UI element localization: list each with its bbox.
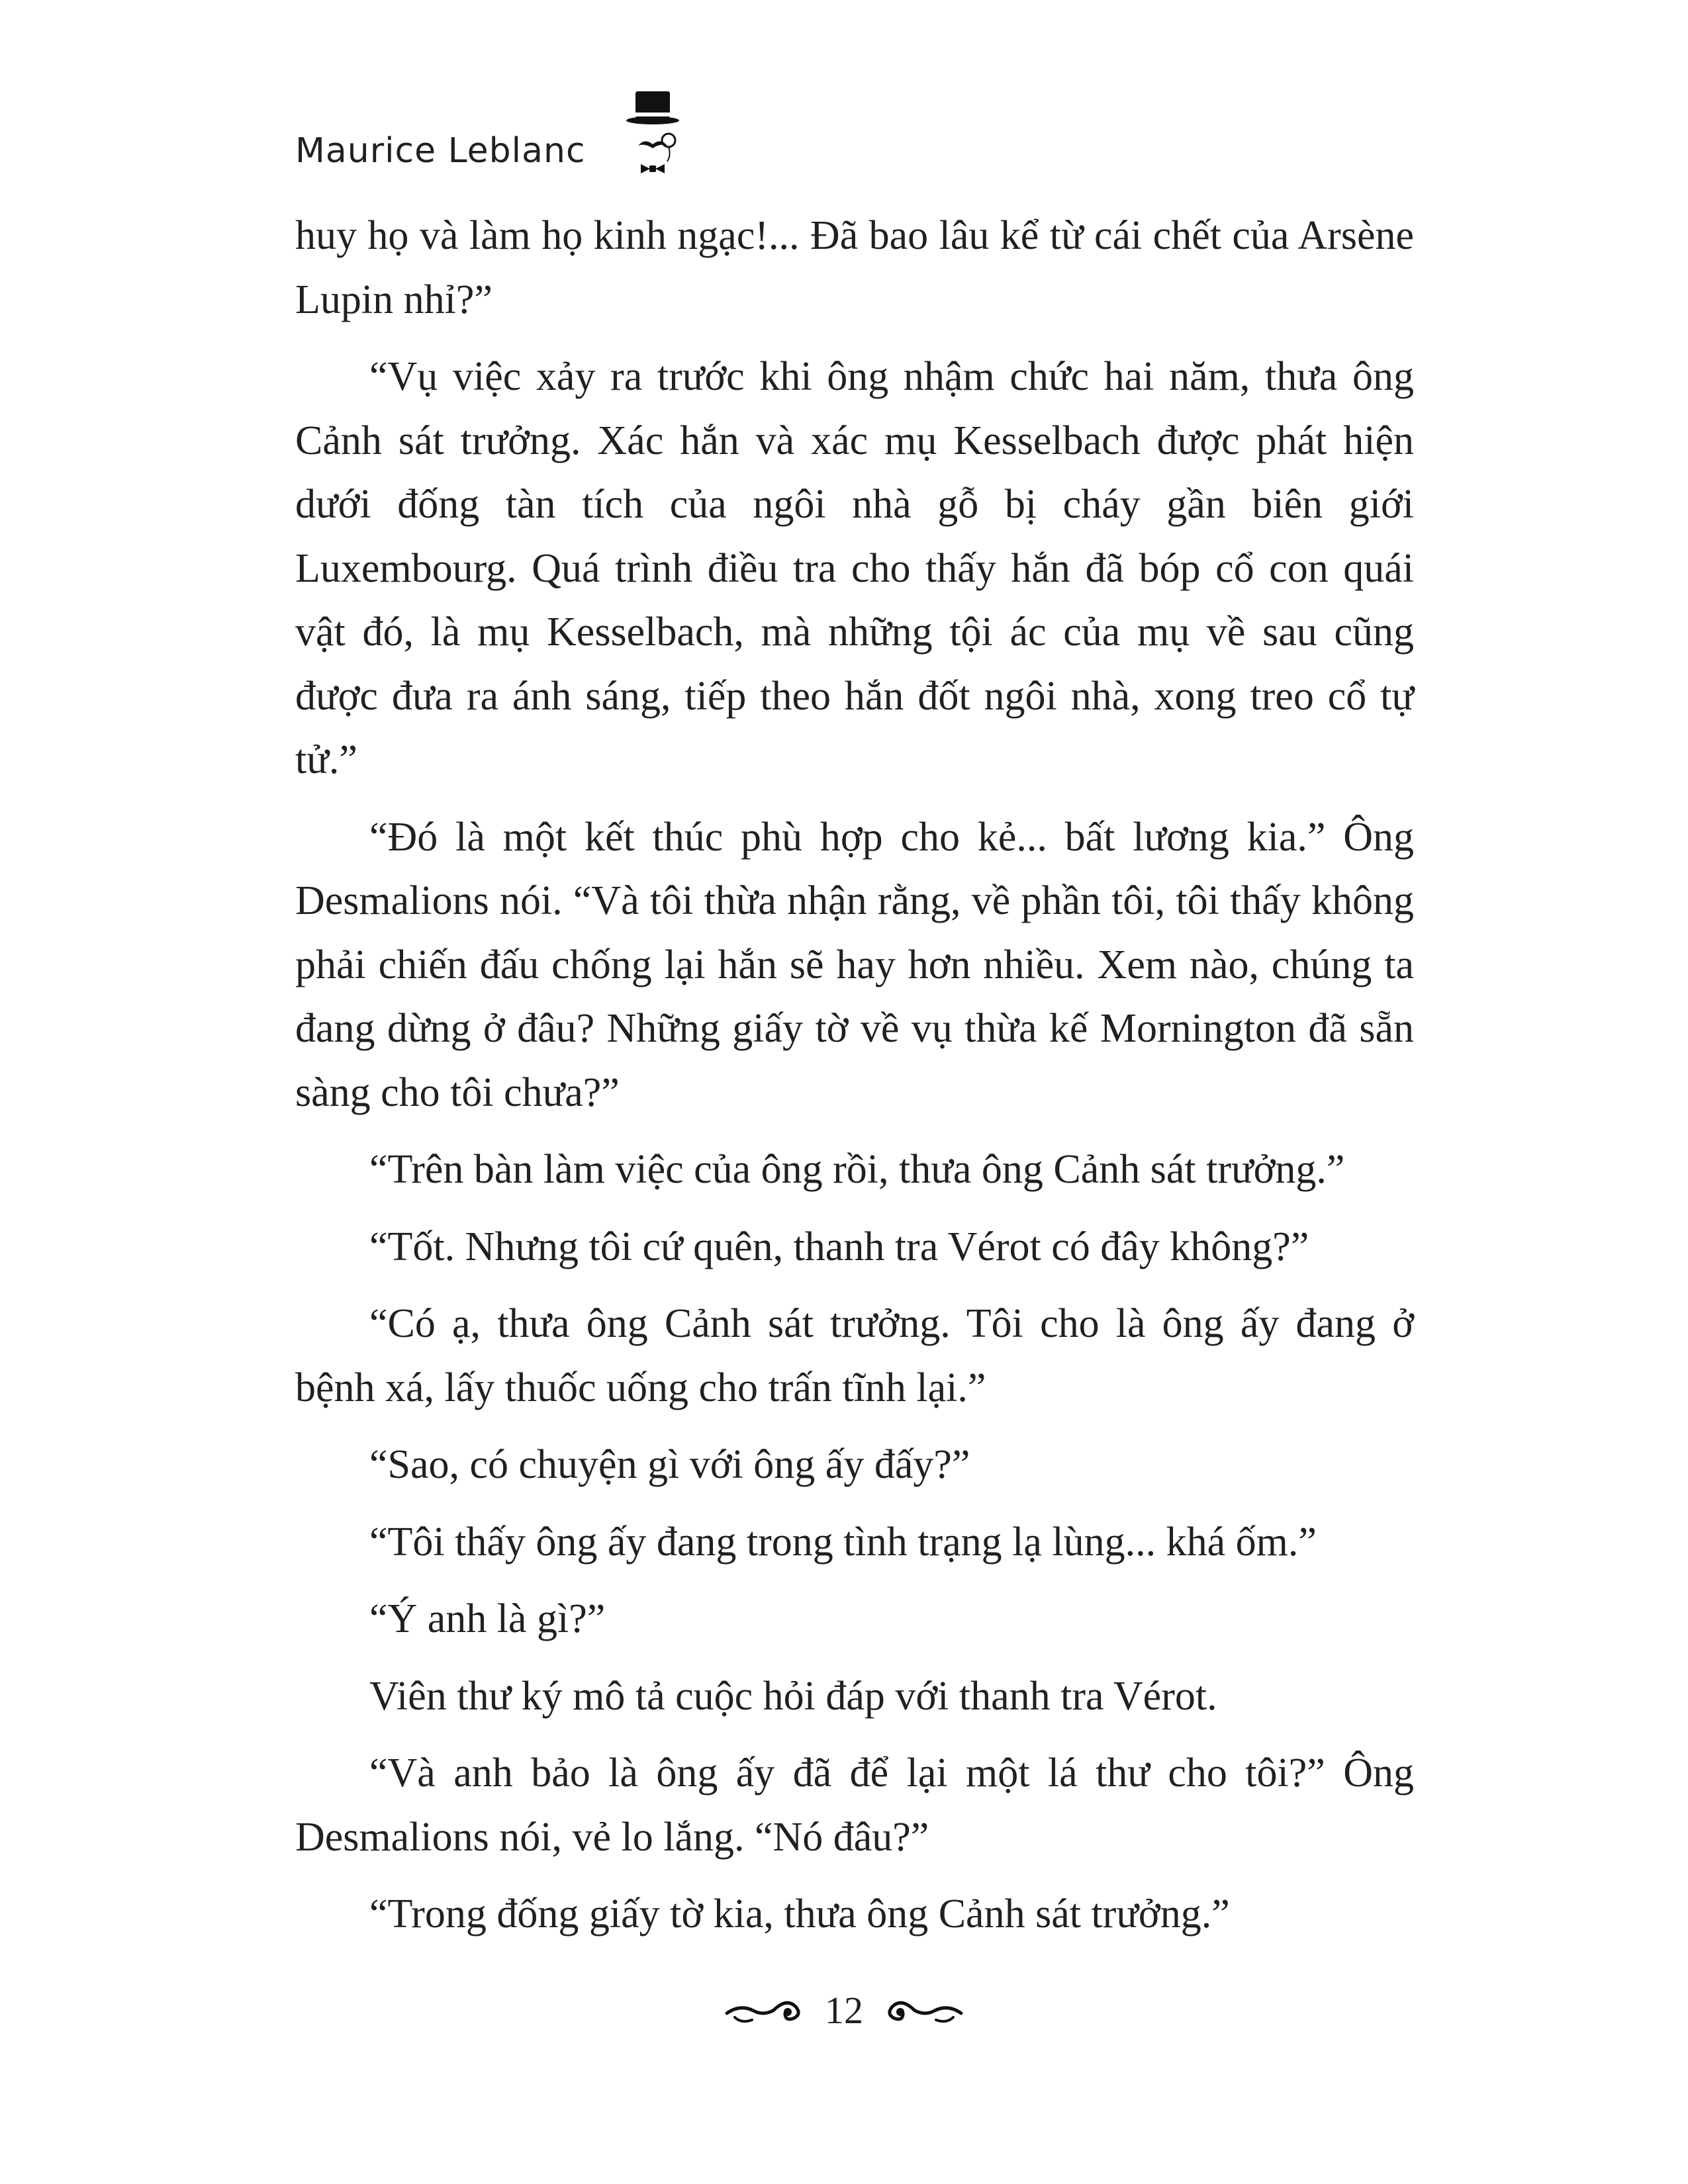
paragraph: “Tôi thấy ông ấy đang trong tình trạng lạ lùng... khá ốm.” bbox=[369, 1519, 1317, 1565]
paragraph: “Tốt. Nhưng tôi cứ quên, thanh tra Vérot có đây không?” bbox=[369, 1224, 1309, 1269]
page-footer bbox=[0, 1983, 1688, 2042]
paragraph: “Trên bàn làm việc của ông rồi, thưa ông Cảnh sát trưởng.” bbox=[369, 1147, 1345, 1192]
paragraph: “Trong đống giấy tờ kia, thưa ông Cảnh sát trưởng.” bbox=[369, 1891, 1230, 1936]
page-header bbox=[295, 86, 692, 179]
scroll-flourish-icon bbox=[880, 1991, 966, 2030]
paragraph: “Và anh bảo là ông ấy đã để lại một lá thư cho tôi?” Ông Desmalions nói, vẻ lo lắng. “Nó đâu?” bbox=[295, 1751, 1414, 1860]
paragraph: “Đó là một kết thúc phù hợp cho kẻ... bất lương kia.” Ông Desmalions nói. “Và tôi thừa nhận rằng, về phần tôi, tôi thấy không phải chiến đấu chống lại hắn sẽ hay hơn nhiều. Xem nào, chúng ta đang dừng ở đâu? Những giấy tờ về vụ thừa kế Mornington đã sẵn sàng cho tôi chưa?” bbox=[295, 814, 1414, 1115]
page-number: 12 bbox=[825, 1989, 863, 2032]
paragraph: “Có ạ, thưa ông Cảnh sát trưởng. Tôi cho là ông ấy đang ở bệnh xá, lấy thuốc uống cho trấn tĩnh lại.” bbox=[295, 1301, 1414, 1410]
paragraph: “Vụ việc xảy ra trước khi ông nhậm chức hai năm, thưa ông Cảnh sát trưởng. Xác hắn và xác mụ Kesselbach được phát hiện dưới đống tàn tích của ngôi nhà gỗ bị cháy gần biên giới Luxembourg. Quá trình điều tra cho thấy hắn đã bóp cổ con quái vật đó, là mụ Kesselbach, mà những tội ác của mụ về sau cũng được đưa ra ánh sáng, tiếp theo hắn đốt ngôi nhà, xong treo cổ tự tử.” bbox=[295, 354, 1414, 782]
paragraph: “Sao, có chuyện gì với ông ấy đấy?” bbox=[369, 1442, 970, 1487]
paragraph: Viên thư ký mô tả cuộc hỏi đáp với thanh tra Vérot. bbox=[369, 1673, 1217, 1719]
body-text bbox=[295, 204, 1414, 1960]
author-name: Maurice Leblanc bbox=[295, 131, 586, 171]
top-hat-monocle-bowtie-icon bbox=[613, 86, 692, 179]
paragraph: “Ý anh là gì?” bbox=[369, 1596, 606, 1641]
paragraph: huy họ và làm họ kinh ngạc!... Đã bao lâu kể từ cái chết của Arsène Lupin nhỉ?” bbox=[295, 213, 1414, 322]
